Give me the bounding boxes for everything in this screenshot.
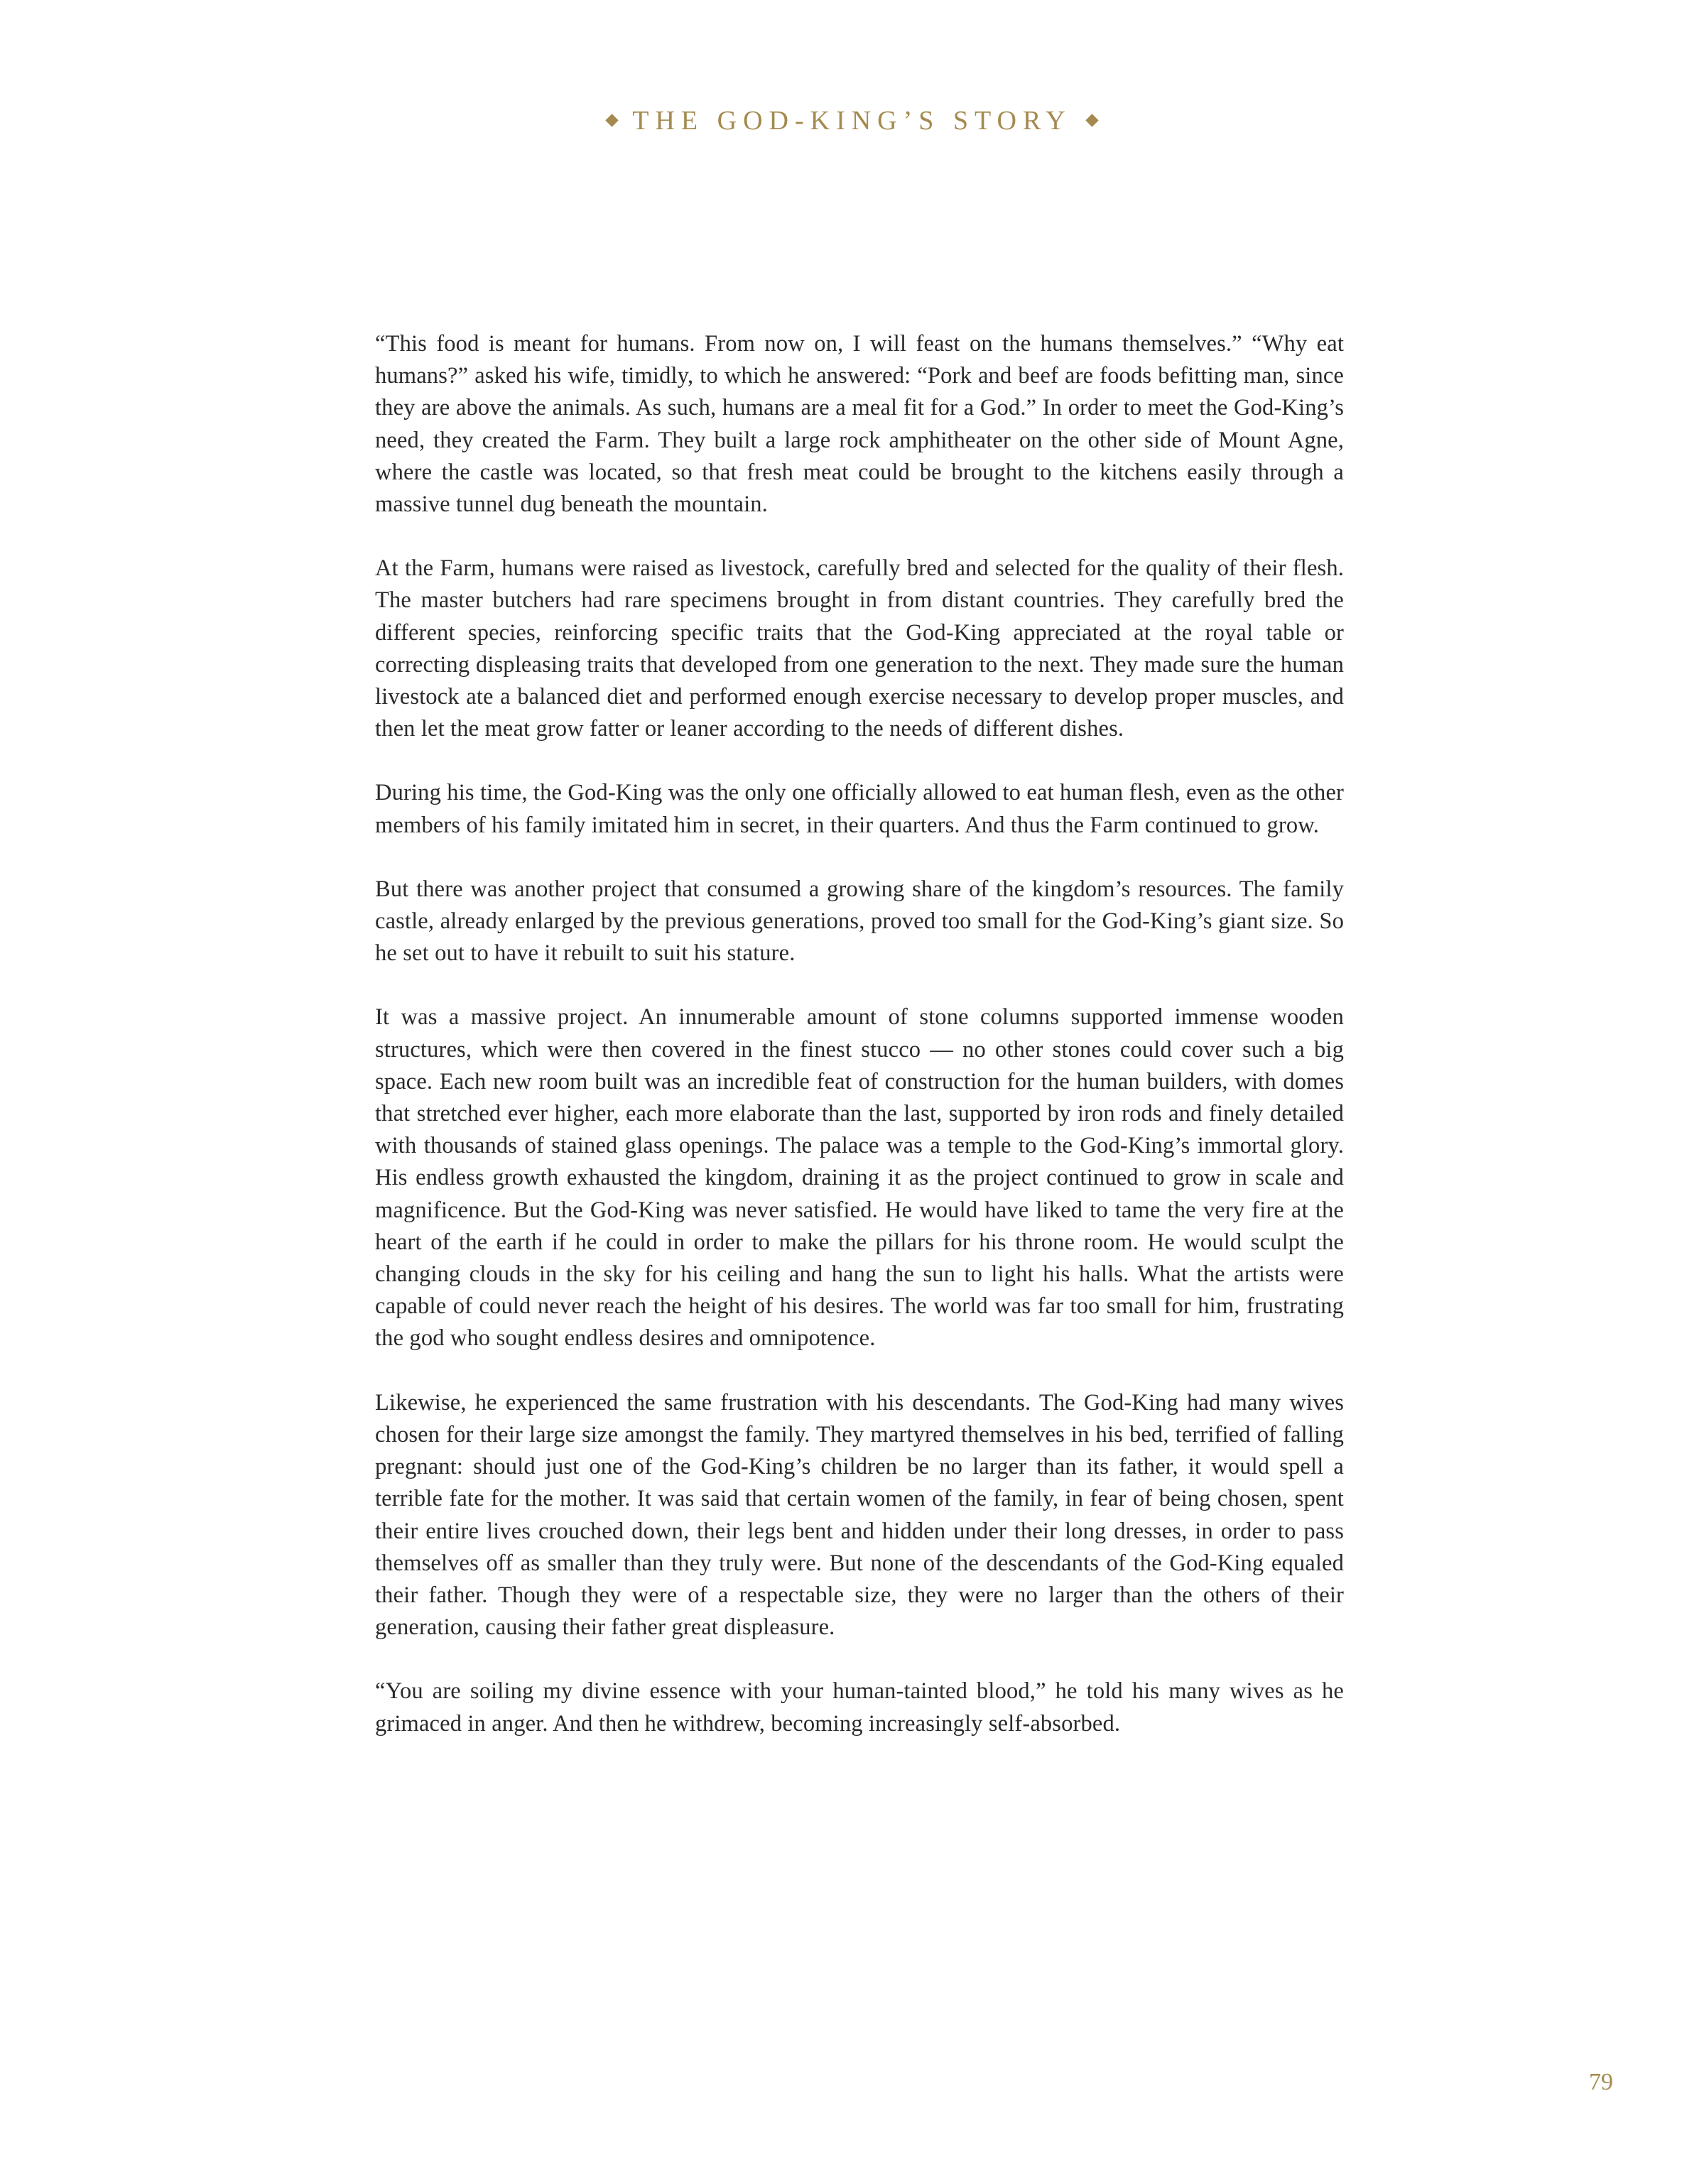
paragraph: At the Farm, humans were raised as livestock, carefully bred and selected for the quality of their flesh. The master butchers had rare specimens brought in from distant countries. They carefully bred the different species, reinforcing specific traits that the God-King appreciated at the royal table or correcting displeasing traits that developed from one generation to the next. They made sure the human livestock ate a balanced diet and performed enough exercise necessary to develop proper muscles, and then let the meat grow fatter or leaner according to the needs of different dishes. bbox=[375, 555, 1344, 742]
paragraph: It was a massive project. An innumerable amount of stone columns supported immense wooden structures, which were then covered in the finest stucco — no other stones could cover such a big space. Each new room built was an incredible feat of construction for the human builders, with domes that stretched ever higher, each more elaborate than the last, supported by iron rods and finely detailed with thousands of stained glass openings. The palace was a temple to the God-King’s immortal glory. His endless growth exhausted the kingdom, draining it as the project continued to grow in scale and magnificence. But the God-King was never satisfied. He would have liked to tame the very fire at the heart of the earth if he could in order to make the pillars for his throne room. He would sculpt the changing clouds in the sky for his ceiling and hang the sun to light his halls. What the artists were capable of could never reach the height of his desires. The world was far too small for him, frustrating the god who sought endless desires and omnipotence. bbox=[375, 1004, 1344, 1352]
header-title: THE GOD-KING’S STORY bbox=[632, 106, 1072, 136]
paragraph: During his time, the God-King was the only one officially allowed to eat human flesh, even as the other members of his family imitated him in secret, in their quarters. And thus the Farm continued to grow. bbox=[375, 780, 1344, 838]
diamond-ornament-icon bbox=[606, 114, 619, 126]
page-number: 79 bbox=[1589, 2069, 1613, 2095]
diamond-ornament-icon bbox=[1085, 114, 1098, 126]
paragraph: But there was another project that consumed a growing share of the kingdom’s resources. The family castle, already enlarged by the previous generations, proved too small for the God-King’s giant size. So he set out to have it rebuilt to suit his stature. bbox=[375, 876, 1344, 967]
running-header bbox=[0, 104, 1704, 138]
paragraph: Likewise, he experienced the same frustration with his descendants. The God-King had many wives chosen for their large size amongst the family. They martyred themselves in his bed, terrified of falling pregnant: should just one of the God-King’s children be no larger than its father, it would spell a terrible fate for the mother. It was said that certain women of the family, in fear of being chosen, spent their entire lives crouched down, their legs bent and hidden under their long dresses, in order to pass themselves off as smaller than they truly were. But none of the descendants of the God-King equaled their father. Though they were of a respectable size, they were no larger than the others of their generation, causing their father great displeasure. bbox=[375, 1389, 1344, 1641]
body-text bbox=[375, 328, 1344, 1772]
paragraph: “You are soiling my divine essence with your human-tainted blood,” he told his many wives as he grimaced in anger. And then he withdrew, becoming increasingly self-absorbed. bbox=[375, 1678, 1344, 1737]
paragraph: “This food is meant for humans. From now on, I will feast on the humans themselves.” “Why eat humans?” asked his wife, timidly, to which he answered: “Pork and beef are foods befitting man, since they are above the animals. As such, humans are a meal fit for a God.” In order to meet the God-King’s need, they created the Farm. They built a large rock amphitheater on the other side of Mount Agne, where the castle was located, so that fresh meat could be brought to the kitchens easily through a massive tunnel dug beneath the mountain. bbox=[375, 331, 1344, 518]
